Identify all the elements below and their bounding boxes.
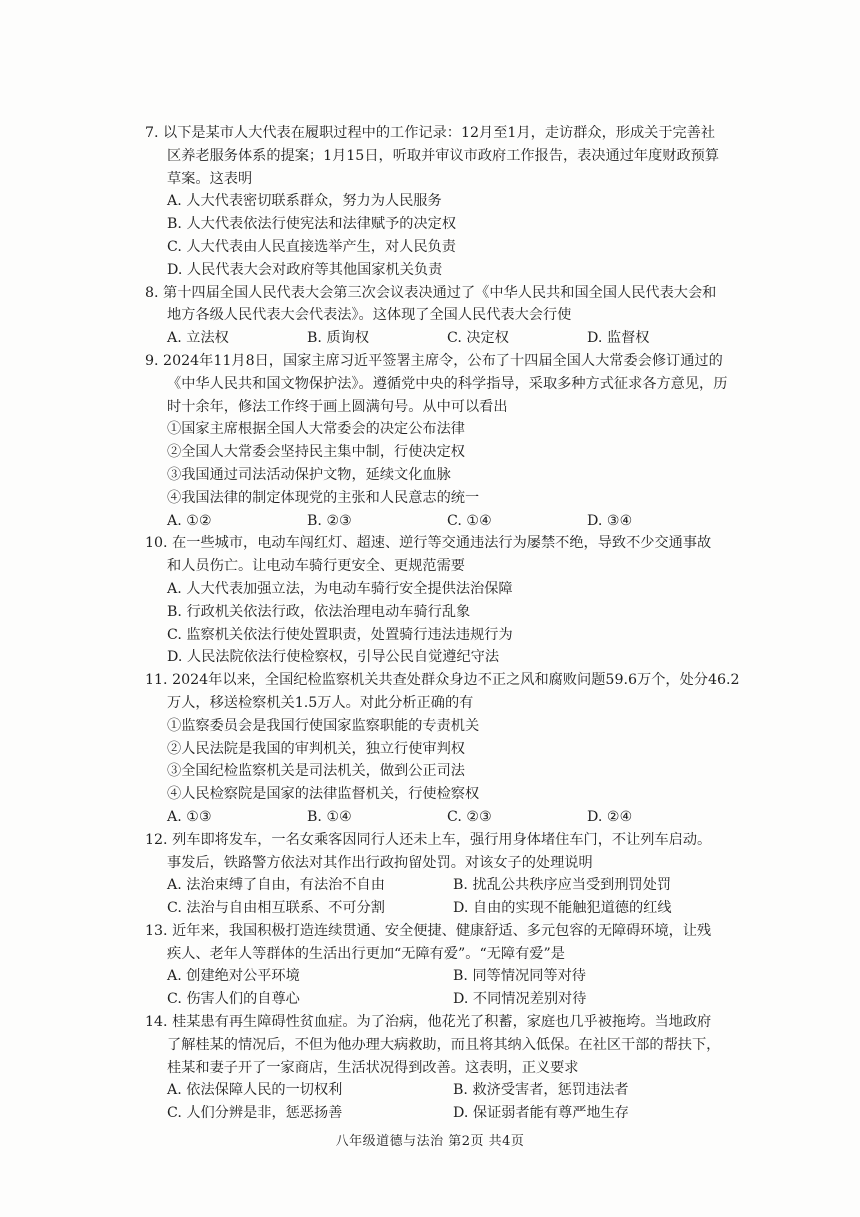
- option-a: A. 人大代表密切联系群众，努力为人民服务: [167, 193, 442, 210]
- question-stem: 14. 桂某患有再生障碍性贫血症。为了治病，他花光了积蓄，家庭也几乎被拖垮。当地政府: [145, 1014, 712, 1031]
- option-row: [145, 806, 765, 829]
- option-b: B. ②③: [307, 512, 352, 529]
- option-d: D. ②④: [587, 808, 633, 825]
- statement-3: ③我国通过司法活动保护文物，延续文化血脉: [167, 466, 451, 483]
- question-stem: 了解桂某的情况后，不但为他办理大病救助，而且将其纳入低保。在社区干部的帮扶下，: [167, 1036, 721, 1053]
- question-8: [145, 282, 765, 350]
- question-stem: 和人员伤亡。让电动车骑行更安全、更规范需要: [167, 558, 465, 575]
- question-stem: 《中华人民共和国文物保护法》。遵循党中央的科学指导，采取多种方式征求各方意见，历: [167, 375, 728, 392]
- option-a: A. 人大代表加强立法，为电动车骑行安全提供法治保障: [167, 580, 513, 597]
- statement-1: ①国家主席根据全国人大常委会的决定公布法律: [167, 421, 465, 438]
- option-row: [145, 327, 765, 350]
- question-stem: 8. 第十四届全国人民代表大会第三次会议表决通过了《中华人民共和国全国人民代表大会和: [145, 284, 717, 301]
- option-b: B. 扰乱公共秩序应当受到刑罚处罚: [453, 877, 672, 894]
- statement-4: ④人民检察院是国家的法律监督机关，行使检察权: [167, 786, 480, 803]
- option-row: [145, 988, 765, 1011]
- question-stem: 桂某和妻子开了一家商店，生活状况得到改善。这表明，正义要求: [167, 1059, 579, 1076]
- question-stem: 10. 在一些城市，电动车闯红灯、超速、逆行等交通违法行为屡禁不绝，导致不少交通事故: [145, 535, 712, 552]
- question-stem: 12. 列车即将发车，一名女乘客因同行人还未上车，强行用身体堵住车门，不让列车启动。: [145, 831, 712, 848]
- question-list: [145, 122, 765, 1125]
- question-12: [145, 829, 765, 920]
- question-stem: 地方各级人民代表大会代表法》。这体现了全国人民代表大会行使: [167, 307, 572, 324]
- option-b: B. 质询权: [307, 330, 370, 347]
- option-c: C. ②③: [447, 808, 492, 825]
- question-13: [145, 920, 765, 1011]
- statement-2: ②人民法院是我国的审判机关，独立行使审判权: [167, 740, 465, 757]
- option-d: D. 不同情况差别对待: [453, 991, 587, 1008]
- option-a: A. 依法保障人民的一切权利: [167, 1082, 343, 1099]
- question-stem: 13. 近年来，我国积极打造连续贯通、安全便捷、健康舒适、多元包容的无障碍环境，让残: [145, 922, 712, 939]
- option-b: B. 行政机关依法行政，依法治理电动车骑行乱象: [167, 603, 471, 620]
- question-stem: 时十余年，修法工作终于画上圆满句号。从中可以看出: [167, 398, 508, 415]
- option-a: A. ①③: [167, 808, 212, 825]
- question-11: [145, 669, 765, 829]
- option-b: B. 同等情况同等对待: [453, 968, 586, 985]
- statement-4: ④我国法律的制定体现党的主张和人民意志的统一: [167, 489, 480, 506]
- statement-2: ②全国人大常委会坚持民主集中制，行使决定权: [167, 444, 465, 461]
- option-row: [145, 1079, 765, 1102]
- question-7: [145, 122, 765, 282]
- option-d: D. 人民法院依法行使检察权，引导公民自觉遵纪守法: [167, 649, 500, 666]
- question-stem: 区养老服务体系的提案；1月15日，听取并审议市政府工作报告，表决通过年度财政预算: [167, 147, 720, 164]
- page-footer: 八年级道德与法治 第2页 共4页: [335, 1134, 525, 1149]
- statement-3: ③全国纪检监察机关是司法机关，做到公正司法: [167, 763, 465, 780]
- question-stem: 万人，移送检察机关1.5万人。对此分析正确的有: [167, 694, 474, 711]
- question-stem: 9. 2024年11月8日，国家主席习近平签署主席令，公布了十四届全国人大常委会修订通过的: [145, 352, 723, 369]
- question-stem: 7. 以下是某市人大代表在履职过程中的工作记录：12月至1月，走访群众，形成关于完善社: [145, 125, 716, 141]
- question-stem: 事发后，铁路警方依法对其作出行政拘留处罚。对该女子的处理说明: [167, 854, 593, 871]
- option-c: C. 伤害人们的自尊心: [167, 991, 300, 1008]
- option-row: [145, 965, 765, 988]
- option-a: A. 法治束缚了自由，有法治不自由: [167, 877, 385, 894]
- option-d: D. 人民代表大会对政府等其他国家机关负责: [167, 261, 443, 278]
- question-stem: 11. 2024年以来，全国纪检监察机关共查处群众身边不正之风和腐败问题59.6万个，处分46.2: [145, 672, 740, 689]
- option-c: C. 决定权: [447, 330, 509, 347]
- question-stem: 疾人、老年人等群体的生活出行更加“无障有爱”。“无障有爱”是: [167, 945, 565, 962]
- option-b: B. ①④: [307, 808, 352, 825]
- option-row: [145, 874, 765, 897]
- option-row: [145, 897, 765, 920]
- option-d: D. 自由的实现不能触犯道德的红线: [453, 900, 672, 917]
- question-10: [145, 532, 765, 669]
- option-a: A. 创建绝对公平环境: [167, 968, 300, 985]
- option-d: D. 监督权: [587, 330, 650, 347]
- option-a: A. ①②: [167, 512, 212, 529]
- option-d: D. 保证弱者能有尊严地生存: [453, 1105, 629, 1122]
- option-a: A. 立法权: [167, 330, 229, 347]
- option-row: [145, 1102, 765, 1125]
- question-14: [145, 1011, 765, 1125]
- option-row: [145, 510, 765, 533]
- option-c: C. ①④: [447, 512, 492, 529]
- statement-1: ①监察委员会是我国行使国家监察职能的专责机关: [167, 717, 480, 734]
- option-b: B. 人大代表依法行使宪法和法律赋予的决定权: [167, 216, 457, 233]
- option-c: C. 监察机关依法行使处置职责，处置骑行违法违规行为: [167, 626, 513, 643]
- option-c: C. 人们分辨是非，惩恶扬善: [167, 1105, 343, 1122]
- option-b: B. 救济受害者，惩罚违法者: [453, 1082, 629, 1099]
- option-c: C. 法治与自由相互联系、不可分割: [167, 900, 385, 917]
- question-stem: 草案。这表明: [167, 170, 253, 187]
- option-d: D. ③④: [587, 512, 633, 529]
- question-9: [145, 350, 765, 532]
- option-c: C. 人大代表由人民直接选举产生，对人民负责: [167, 238, 456, 255]
